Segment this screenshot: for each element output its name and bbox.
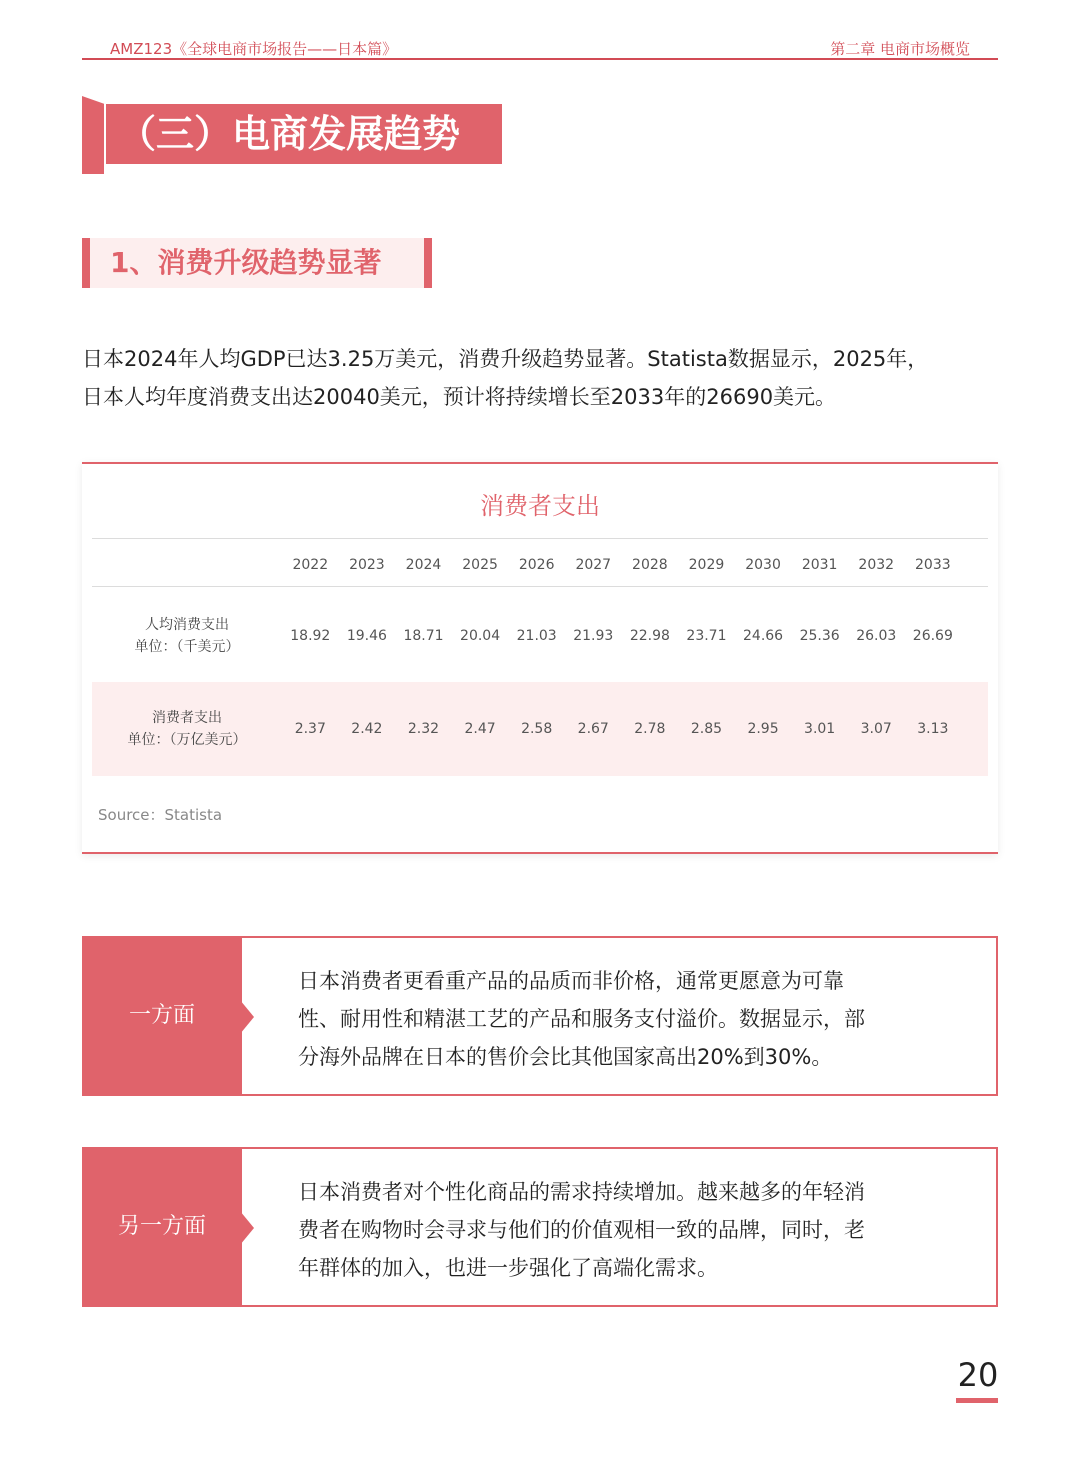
year-header: 2028 (632, 557, 668, 573)
table-cell: 3.13 (917, 721, 949, 737)
section-tab-decoration (82, 96, 104, 174)
report-title-header: AMZ123《全球电商市场报告——日本篇》 (110, 40, 398, 58)
year-header: 2031 (801, 557, 838, 573)
table-cell: 26.03 (856, 628, 897, 644)
year-header: 2030 (745, 557, 781, 573)
callout-text (298, 962, 958, 1076)
callout-text (298, 1173, 958, 1287)
subsection-right-bar (424, 238, 432, 288)
table-cell: 2.47 (464, 721, 496, 737)
table-cell: 25.36 (799, 628, 840, 644)
table-cell: 3.01 (804, 721, 836, 737)
table-cell: 2.42 (351, 721, 383, 737)
year-header: 2027 (575, 557, 612, 573)
table-cell: 2.37 (294, 721, 326, 737)
row-label-unit: 单位：（千美元） (134, 639, 240, 655)
table-cell: 2.58 (521, 721, 553, 737)
callout-label: 一方面 (82, 936, 242, 1096)
header-divider (82, 58, 998, 60)
row-label (92, 614, 282, 658)
table-cell: 2.85 (690, 721, 723, 737)
year-header: 2025 (462, 557, 498, 573)
row-label (92, 707, 282, 751)
callout-line: 费者在购物时会寻求与他们的价值观相一致的品牌，同时，老 (298, 1218, 865, 1242)
year-header: 2029 (688, 557, 725, 573)
table-title: 消费者支出 (480, 492, 600, 520)
callout-line: 日本消费者对个性化商品的需求持续增加。越来越多的年轻消 (298, 1180, 865, 1204)
table-top-divider (92, 538, 988, 539)
table-cell: 2.67 (577, 721, 609, 737)
table-cell: 22.98 (629, 628, 670, 644)
table-row (92, 588, 988, 684)
table-cell: 26.69 (912, 628, 953, 644)
subsection-heading (82, 238, 432, 288)
callout-line: 性、耐用性和精湛工艺的产品和服务支付溢价。数据显示，部 (298, 1007, 865, 1031)
table-cell: 23.71 (686, 628, 727, 644)
table-header-row (92, 542, 988, 588)
table-cell: 2.95 (747, 721, 779, 737)
callout-arrow-icon (240, 1000, 254, 1034)
year-header: 2022 (292, 557, 329, 573)
table-cell: 3.07 (860, 721, 892, 737)
subsection-left-bar (82, 238, 90, 288)
intro-line-2: 日本人均年度消费支出达20040美元，预计将持续增长至2033年的26690美元。 (82, 385, 837, 409)
table-cell: 24.66 (743, 628, 784, 644)
year-header: 2026 (518, 557, 555, 573)
year-header: 2024 (405, 557, 442, 573)
row-label-name: 人均消费支出 (145, 617, 229, 633)
row-label-unit: 单位：（万亿美元） (127, 732, 247, 748)
intro-paragraph (82, 340, 998, 416)
callout-box-other-hand (82, 1147, 998, 1307)
table-cell: 2.78 (634, 721, 666, 737)
page-number: 20 (957, 1356, 999, 1394)
callout-box-one-hand (82, 936, 998, 1096)
callout-line: 日本消费者更看重产品的品质而非价格，通常更愿意为可靠 (298, 969, 844, 993)
table-cell: 18.71 (403, 628, 444, 644)
callout-arrow-icon (240, 1211, 254, 1245)
year-header: 2033 (915, 557, 951, 573)
page-number-underline (956, 1398, 998, 1403)
year-header: 2023 (349, 557, 385, 573)
table-cell: 20.04 (460, 628, 501, 644)
section-title: （三）电商发展趋势 (106, 104, 502, 164)
intro-line-1: 日本2024年人均GDP已达3.25万美元，消费升级趋势显著。Statista数据显示，2025年， (82, 347, 929, 371)
year-header: 2032 (858, 557, 895, 573)
table-cell: 19.46 (346, 628, 387, 644)
subsection-title: 1、消费升级趋势显著 (110, 246, 382, 279)
table-source: Source：Statista (98, 806, 223, 824)
consumer-spending-table (82, 462, 998, 854)
chapter-header: 第二章 电商市场概览 (830, 40, 970, 58)
table-cell: 21.93 (573, 628, 614, 644)
table-cell: 21.03 (516, 628, 557, 644)
table-cell: 2.32 (407, 721, 440, 737)
row-label-name: 消费者支出 (152, 710, 222, 726)
callout-line: 分海外品牌在日本的售价会比其他国家高出20%到30%。 (298, 1045, 833, 1069)
table-cell: 18.92 (290, 628, 331, 644)
callout-label: 另一方面 (82, 1147, 242, 1307)
table-header-divider (92, 586, 988, 587)
table-row (92, 682, 988, 776)
callout-line: 年群体的加入，也进一步强化了高端化需求。 (298, 1256, 718, 1280)
